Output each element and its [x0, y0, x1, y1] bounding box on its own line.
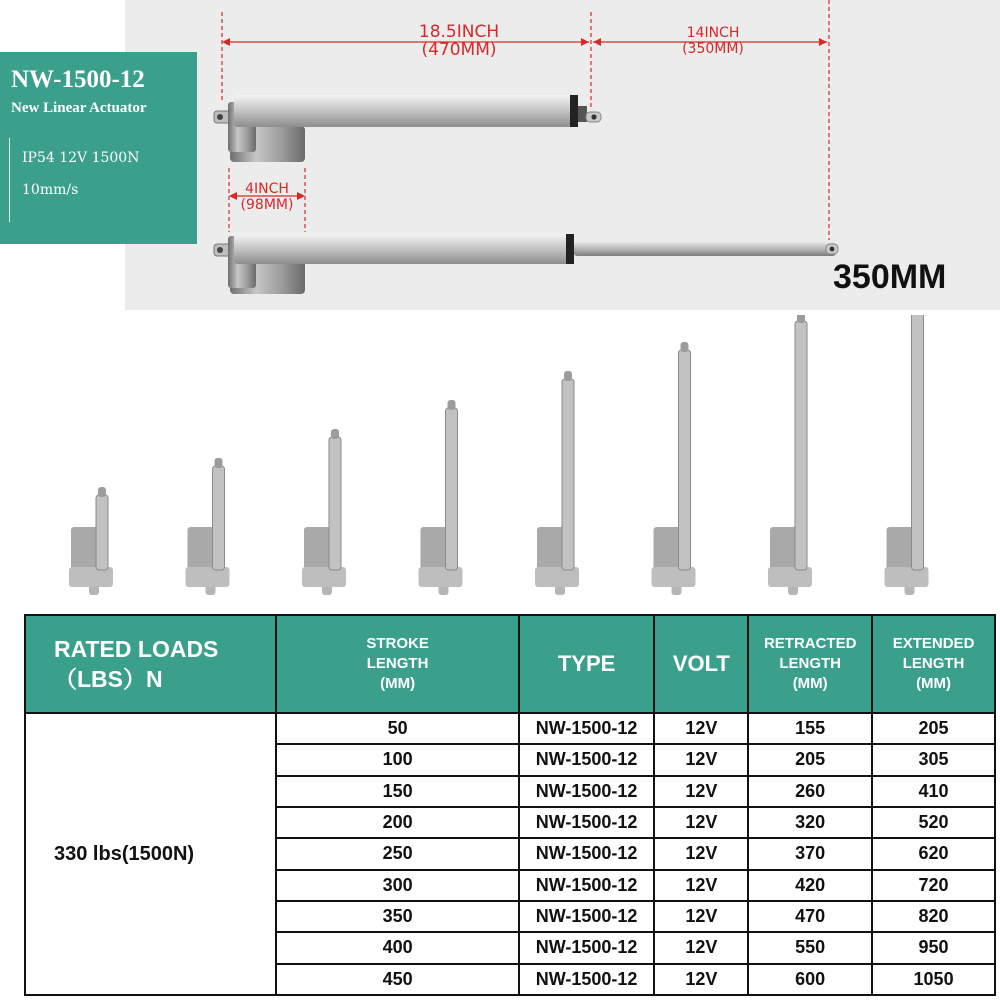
- actuator-tube: [96, 495, 108, 570]
- cell-volt: 12V: [654, 901, 748, 932]
- cell-type: NW-1500-12: [519, 744, 655, 775]
- cell-retracted: 205: [748, 744, 872, 775]
- cell-retracted: 550: [748, 932, 872, 963]
- header-type: [519, 615, 655, 713]
- cell-volt: 12V: [654, 744, 748, 775]
- cell-stroke: 300: [276, 870, 518, 901]
- header-volt-label: VOLT: [672, 651, 730, 676]
- actuator-tube: [562, 379, 574, 570]
- cell-volt: 12V: [654, 838, 748, 869]
- cell-retracted: 155: [748, 713, 872, 744]
- cell-extended: 410: [872, 776, 995, 807]
- model-spec-panel: [0, 52, 197, 244]
- lineup-actuator: [419, 400, 463, 595]
- header-extended-line1: EXTENDED: [892, 635, 975, 652]
- header-volt: [654, 615, 748, 713]
- cell-type: NW-1500-12: [519, 776, 655, 807]
- actuator-rod-end: [564, 371, 572, 381]
- cell-type: NW-1500-12: [519, 964, 655, 995]
- actuator-rod-end: [681, 342, 689, 352]
- cell-retracted: 600: [748, 964, 872, 995]
- product-hero: [125, 0, 1000, 310]
- actuator-tube: [679, 350, 691, 570]
- actuator-rod-end: [448, 400, 456, 410]
- cell-extended: 520: [872, 807, 995, 838]
- model-number: NW-1500-12: [11, 66, 145, 93]
- cell-retracted: 470: [748, 901, 872, 932]
- product-subtitle: New Linear Actuator: [11, 100, 147, 116]
- motor-length-mm: (98MM): [240, 197, 294, 213]
- cell-stroke: 400: [276, 932, 518, 963]
- cell-type: NW-1500-12: [519, 713, 655, 744]
- spec-box: [9, 138, 198, 222]
- cell-extended: 205: [872, 713, 995, 744]
- cell-extended: 305: [872, 744, 995, 775]
- actuator-motor: [71, 527, 99, 573]
- cell-volt: 12V: [654, 964, 748, 995]
- actuator-tube: [912, 315, 924, 570]
- stroke-callout-label: 350MM: [833, 258, 947, 296]
- cell-stroke: 350: [276, 901, 518, 932]
- lineup-actuator: [768, 315, 812, 595]
- actuator-motor: [304, 527, 332, 573]
- header-rated-loads: [25, 615, 276, 713]
- actuator-lineup: [0, 315, 1000, 605]
- actuator-motor: [421, 527, 449, 573]
- lineup-actuator: [535, 371, 579, 595]
- header-stroke-length: [276, 615, 518, 713]
- header-type-label: TYPE: [557, 651, 616, 676]
- cell-retracted: 320: [748, 807, 872, 838]
- cell-type: NW-1500-12: [519, 932, 655, 963]
- cell-type: NW-1500-12: [519, 838, 655, 869]
- header-extended-line2: LENGTH: [902, 655, 965, 672]
- actuator-tube: [329, 437, 341, 570]
- cell-stroke: 450: [276, 964, 518, 995]
- actuator-tube: [213, 466, 225, 570]
- actuator-rod-end: [797, 315, 805, 323]
- table-row: [25, 713, 995, 744]
- header-retracted-line1: RETRACTED: [763, 635, 857, 652]
- retracted-length-dimension: [379, 23, 539, 59]
- cell-extended: 1050: [872, 964, 995, 995]
- stroke-length-inch: 14INCH: [686, 25, 740, 41]
- cell-stroke: 50: [276, 713, 518, 744]
- cell-stroke: 250: [276, 838, 518, 869]
- cell-retracted: 420: [748, 870, 872, 901]
- cell-extended: 950: [872, 932, 995, 963]
- lineup-actuator: [186, 458, 230, 595]
- header-retracted-length: [748, 615, 872, 713]
- cell-volt: 12V: [654, 807, 748, 838]
- actuator-motor: [770, 527, 798, 573]
- actuator-retracted: [214, 95, 601, 162]
- cell-stroke: 150: [276, 776, 518, 807]
- header-retracted-line3: (MM): [792, 675, 828, 692]
- cell-type: NW-1500-12: [519, 870, 655, 901]
- actuator-tube: [446, 408, 458, 570]
- actuator-motor: [537, 527, 565, 573]
- cell-stroke: 100: [276, 744, 518, 775]
- cell-volt: 12V: [654, 870, 748, 901]
- lineup-actuator: [302, 429, 346, 595]
- cell-retracted: 260: [748, 776, 872, 807]
- actuator-motor: [654, 527, 682, 573]
- cell-type: NW-1500-12: [519, 807, 655, 838]
- lineup-actuator: [652, 342, 696, 595]
- header-retracted-line2: LENGTH: [779, 655, 842, 672]
- retracted-length-mm: (470MM): [421, 40, 497, 60]
- motor-length-dimension: [227, 181, 307, 213]
- header-rated-loads-line1: RATED LOADS: [54, 636, 219, 662]
- actuator-extended: [214, 234, 838, 294]
- actuator-lineup-graphic: [0, 315, 1000, 605]
- header-extended-line3: (MM): [916, 675, 952, 692]
- lineup-actuator: [885, 315, 929, 595]
- actuator-tube: [795, 321, 807, 570]
- header-rated-loads-line2: （LBS）N: [54, 666, 163, 692]
- actuator-motor: [188, 527, 216, 573]
- actuator-rod-end: [98, 487, 106, 497]
- retracted-length-inch: 18.5INCH: [418, 22, 500, 42]
- cell-extended: 820: [872, 901, 995, 932]
- cell-volt: 12V: [654, 932, 748, 963]
- cell-volt: 12V: [654, 713, 748, 744]
- motor-length-inch: 4INCH: [245, 181, 289, 197]
- stroke-length-dimension: [663, 25, 763, 57]
- spec-table: [24, 614, 996, 996]
- cell-volt: 12V: [654, 776, 748, 807]
- table-header-row: [25, 615, 995, 713]
- cell-stroke: 200: [276, 807, 518, 838]
- spec-rating: IP54 12V 1500N: [22, 150, 140, 166]
- header-stroke-line1: STROKE: [366, 635, 429, 652]
- cell-type: NW-1500-12: [519, 901, 655, 932]
- rated-load-cell: 330 lbs(1500N): [25, 713, 276, 995]
- spec-speed: 10mm/s: [22, 182, 79, 198]
- cell-extended: 620: [872, 838, 995, 869]
- cell-retracted: 370: [748, 838, 872, 869]
- header-stroke-line2: LENGTH: [366, 655, 429, 672]
- stroke-length-mm: (350MM): [682, 41, 744, 57]
- actuator-rod-end: [215, 458, 223, 468]
- cell-extended: 720: [872, 870, 995, 901]
- header-stroke-line3: (MM): [380, 675, 416, 692]
- actuator-motor: [887, 527, 915, 573]
- header-extended-length: [872, 615, 995, 713]
- actuator-rod-end: [331, 429, 339, 439]
- lineup-actuator: [69, 487, 113, 595]
